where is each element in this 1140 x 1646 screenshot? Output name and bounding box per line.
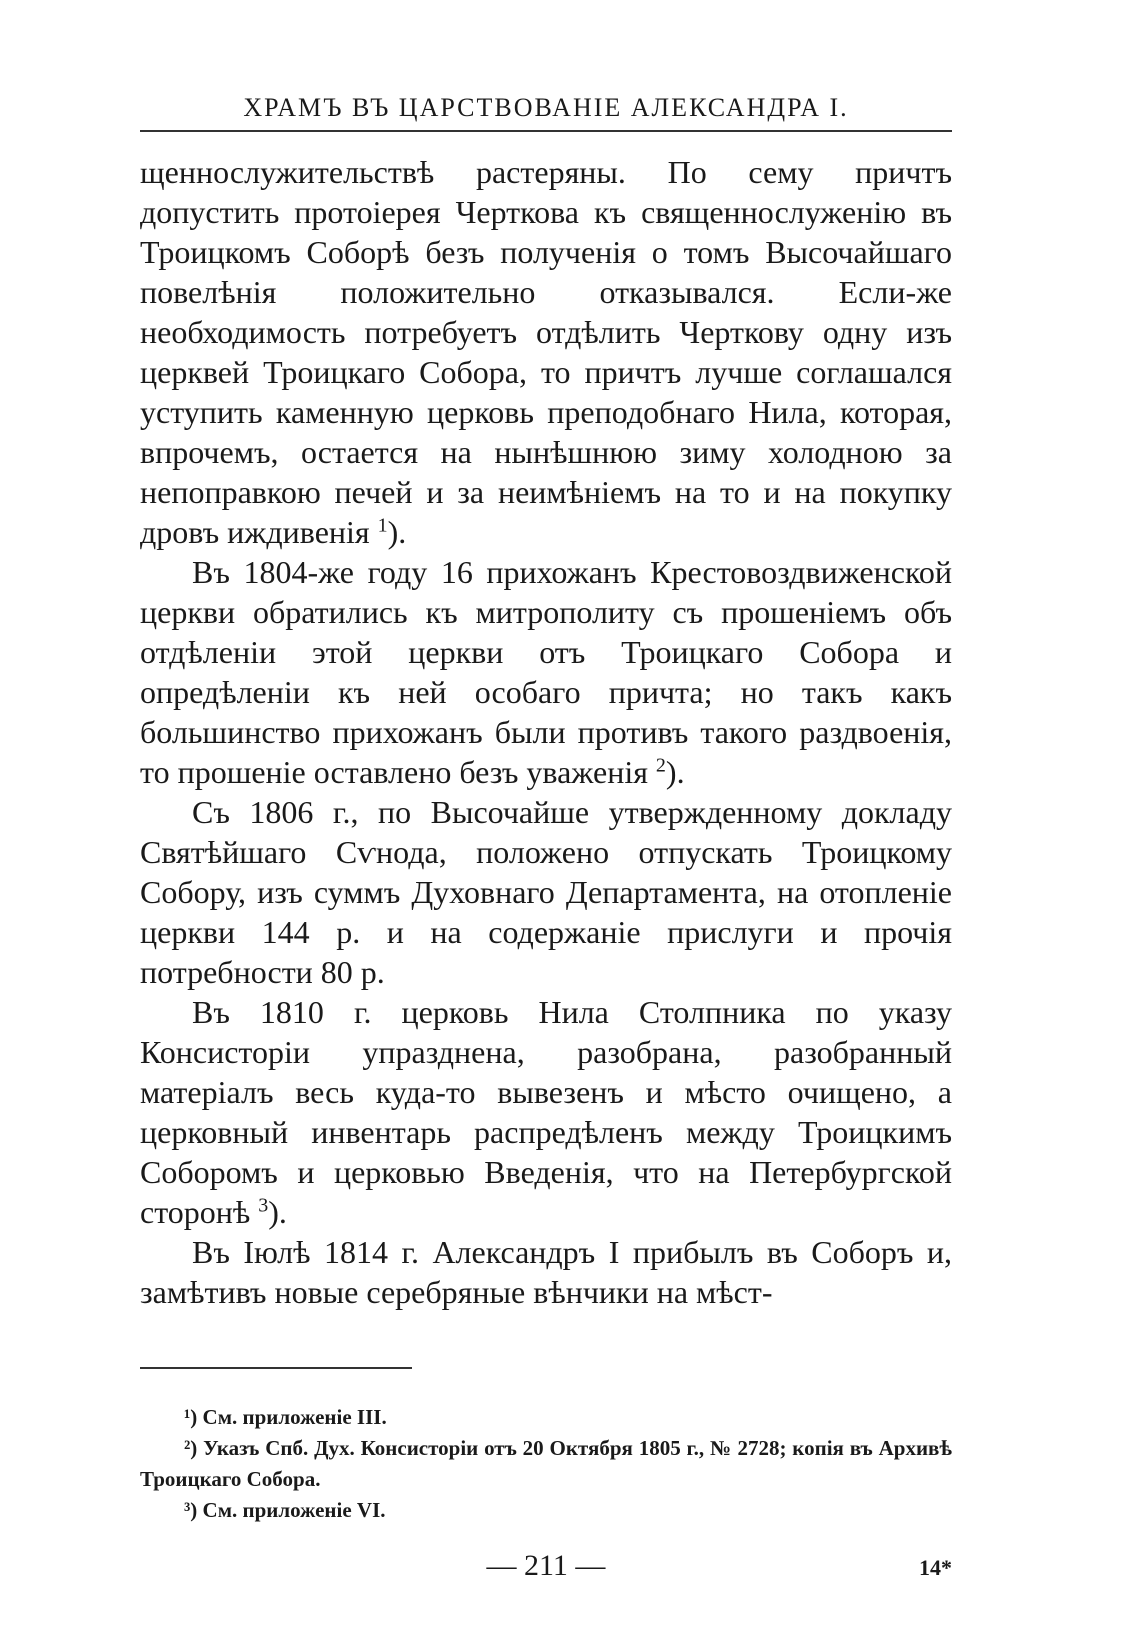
footnotes bbox=[140, 1402, 952, 1526]
footnote-2-text: Указъ Спб. Дух. Консисторіи отъ 20 Октября 1805 г., № 2728; копія въ Архивѣ Троицкаго Собора. bbox=[140, 1436, 953, 1491]
footnote-3-text: См. приложеніе VI. bbox=[202, 1498, 386, 1522]
footnote-3 bbox=[140, 1495, 952, 1526]
footnote-ref-3-close: ). bbox=[268, 1194, 287, 1230]
footnote-ref-1: 1 bbox=[377, 514, 388, 537]
footnote-ref-1-close: ). bbox=[387, 514, 407, 550]
header-rule bbox=[140, 130, 952, 132]
paragraph-5: Въ Іюлѣ 1814 г. Александръ I прибылъ въ Соборъ и, замѣтивъ новые серебряные вѣнчики на мѣст- bbox=[140, 1234, 952, 1310]
paragraph-1-text: щеннослужительствѣ растеряны. По сему причтъ допустить протоіерея Черткова къ священнослуженію въ Троицкомъ Соборѣ безъ полученія о томъ Высочайшаго повелѣнія положительно отказывался. Если-же необходимость потребуетъ отдѣлить Черткову одну изъ церквей Троицкаго Собора, то причтъ лучше соглашался уступить каменную церковь преподобнаго Нила, которая, впрочемъ, остается на нынѣшнюю зиму холодною за непоправкою печей и за неимѣніемъ на то и на покупку дровъ иждивенія bbox=[140, 154, 952, 550]
paragraph-3: Съ 1806 г., по Высочайше утвержденному докладу Святѣйшаго Сѵнода, положено отпускать Троицкому Собору, изъ суммъ Духовнаго Департамента, на отопленіе церкви 144 р. и на содержаніе прислуги и прочія потребности 80 р. bbox=[140, 794, 952, 990]
paragraph-4 bbox=[140, 992, 952, 1232]
footnote-2-mark: ²) bbox=[184, 1436, 198, 1460]
footnote-1 bbox=[140, 1402, 952, 1433]
footnote-ref-2: 2 bbox=[655, 754, 666, 777]
footnote-2 bbox=[140, 1433, 952, 1495]
paragraph-2 bbox=[140, 552, 952, 792]
footnote-rule bbox=[140, 1367, 412, 1369]
footnote-3-mark: ³) bbox=[184, 1498, 198, 1522]
footnote-ref-3: 3 bbox=[258, 1194, 269, 1217]
paragraph-2-text: Въ 1804-же году 16 прихожанъ Крестовоздвиженской церкви обратились къ митрополиту съ прошеніемъ объ отдѣленіи этой церкви отъ Троицкаго Собора и опредѣленіи къ ней особаго причта; но такъ какъ большинство прихожанъ были противъ такого раздвоенія, то прошеніе оставлено безъ уваженія bbox=[140, 554, 952, 790]
page-number: — 211 — bbox=[486, 1549, 606, 1582]
running-head: ХРАМЪ ВЪ ЦАРСТВОВАНІЕ АЛЕКСАНДРА I. bbox=[243, 93, 849, 122]
footnote-1-text: См. приложеніе III. bbox=[202, 1405, 387, 1429]
paragraph-4-text: Въ 1810 г. церковь Нила Столпника по указу Консисторіи упразднена, разобрана, разобранный матеріалъ весь куда-то вывезенъ и мѣсто очищено, а церковный инвентарь распредѣленъ между Троицкимъ Соборомъ и церковью Введенія, что на Петербургской сторонѣ bbox=[140, 994, 952, 1230]
signature-mark: 14* bbox=[919, 1555, 952, 1580]
body-text bbox=[140, 152, 952, 1312]
footnote-1-mark: ¹) bbox=[184, 1405, 198, 1429]
paragraph-1 bbox=[140, 152, 952, 552]
footnote-ref-2-close: ). bbox=[665, 754, 685, 790]
